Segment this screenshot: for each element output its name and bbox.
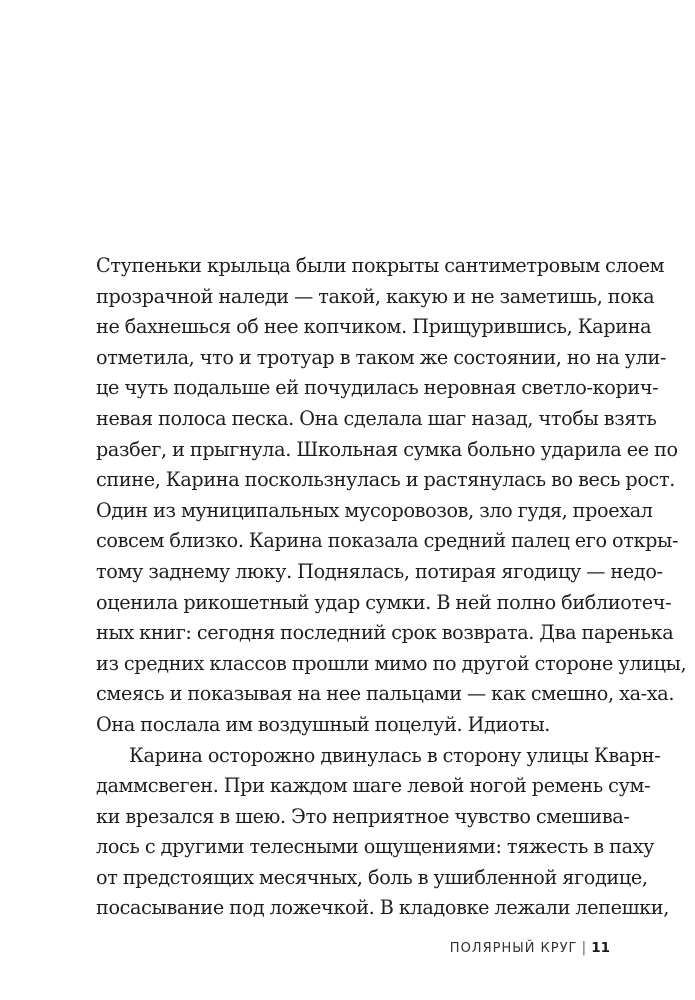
text-line: Один из муниципальных мусоровозов, зло гудя, проехал (96, 498, 653, 522)
text-line: от предстоящих месячных, боль в ушибленной ягодице, (96, 865, 648, 889)
text-line: совсем близко. Карина показала средний палец его откры- (96, 529, 679, 553)
text-line: Карина осторожно двинулась в сторону улицы Кварн- (129, 743, 661, 767)
text-line: лось с другими телесными ощущениями: тяжесть в паху (96, 835, 655, 859)
text-line: ки врезался в шею. Это неприятное чувство смешива- (96, 804, 630, 828)
text-line: оценила рикошетный удар сумки. В ней полно библиотеч- (96, 590, 672, 614)
text-line: ных книг: сегодня последний срок возврата. Два паренька (96, 621, 674, 645)
text-line: смеясь и показывая на нее пальцами — как смешно, ха-ха. (96, 682, 675, 706)
footer-separator: | (581, 940, 588, 956)
paragraph-1 (96, 251, 687, 741)
text-line: из средних классов прошли мимо по другой стороне улицы, (96, 651, 687, 675)
text-line: Она послала им воздушный поцелуй. Идиоты. (96, 712, 551, 736)
body-text (96, 251, 687, 924)
text-line: разбег, и прыгнула. Школьная сумка больно ударила ее по (96, 437, 678, 461)
text-line: даммсвеген. При каждом шаге левой ногой ремень сум- (96, 774, 651, 798)
text-line: це чуть подальше ей почудилась неровная светло-корич- (96, 376, 659, 400)
paragraph-2 (96, 741, 669, 925)
text-line: прозрачной наледи — такой, какую и не заметишь, пока (96, 284, 655, 308)
text-line: не бахнешься об нее копчиком. Прищурившись, Карина (96, 315, 652, 339)
text-line: посасывание под ложечкой. В кладовке лежали лепешки, (96, 896, 669, 920)
text-line: отметила, что и тротуар в таком же состоянии, но на ули- (96, 345, 667, 369)
text-line: спине, Карина поскользнулась и растянулась во весь рост. (96, 468, 675, 492)
page-number: 11 (591, 940, 610, 956)
running-title: ПОЛЯРНЫЙ КРУГ (449, 941, 578, 956)
text-line: тому заднему люку. Поднялась, потирая ягодицу — недо- (96, 559, 663, 583)
page-footer (450, 940, 610, 956)
text-line: невая полоса песка. Она сделала шаг назад, чтобы взять (96, 406, 657, 430)
text-line: Ступеньки крыльца были покрыты сантиметровым слоем (96, 254, 665, 277)
